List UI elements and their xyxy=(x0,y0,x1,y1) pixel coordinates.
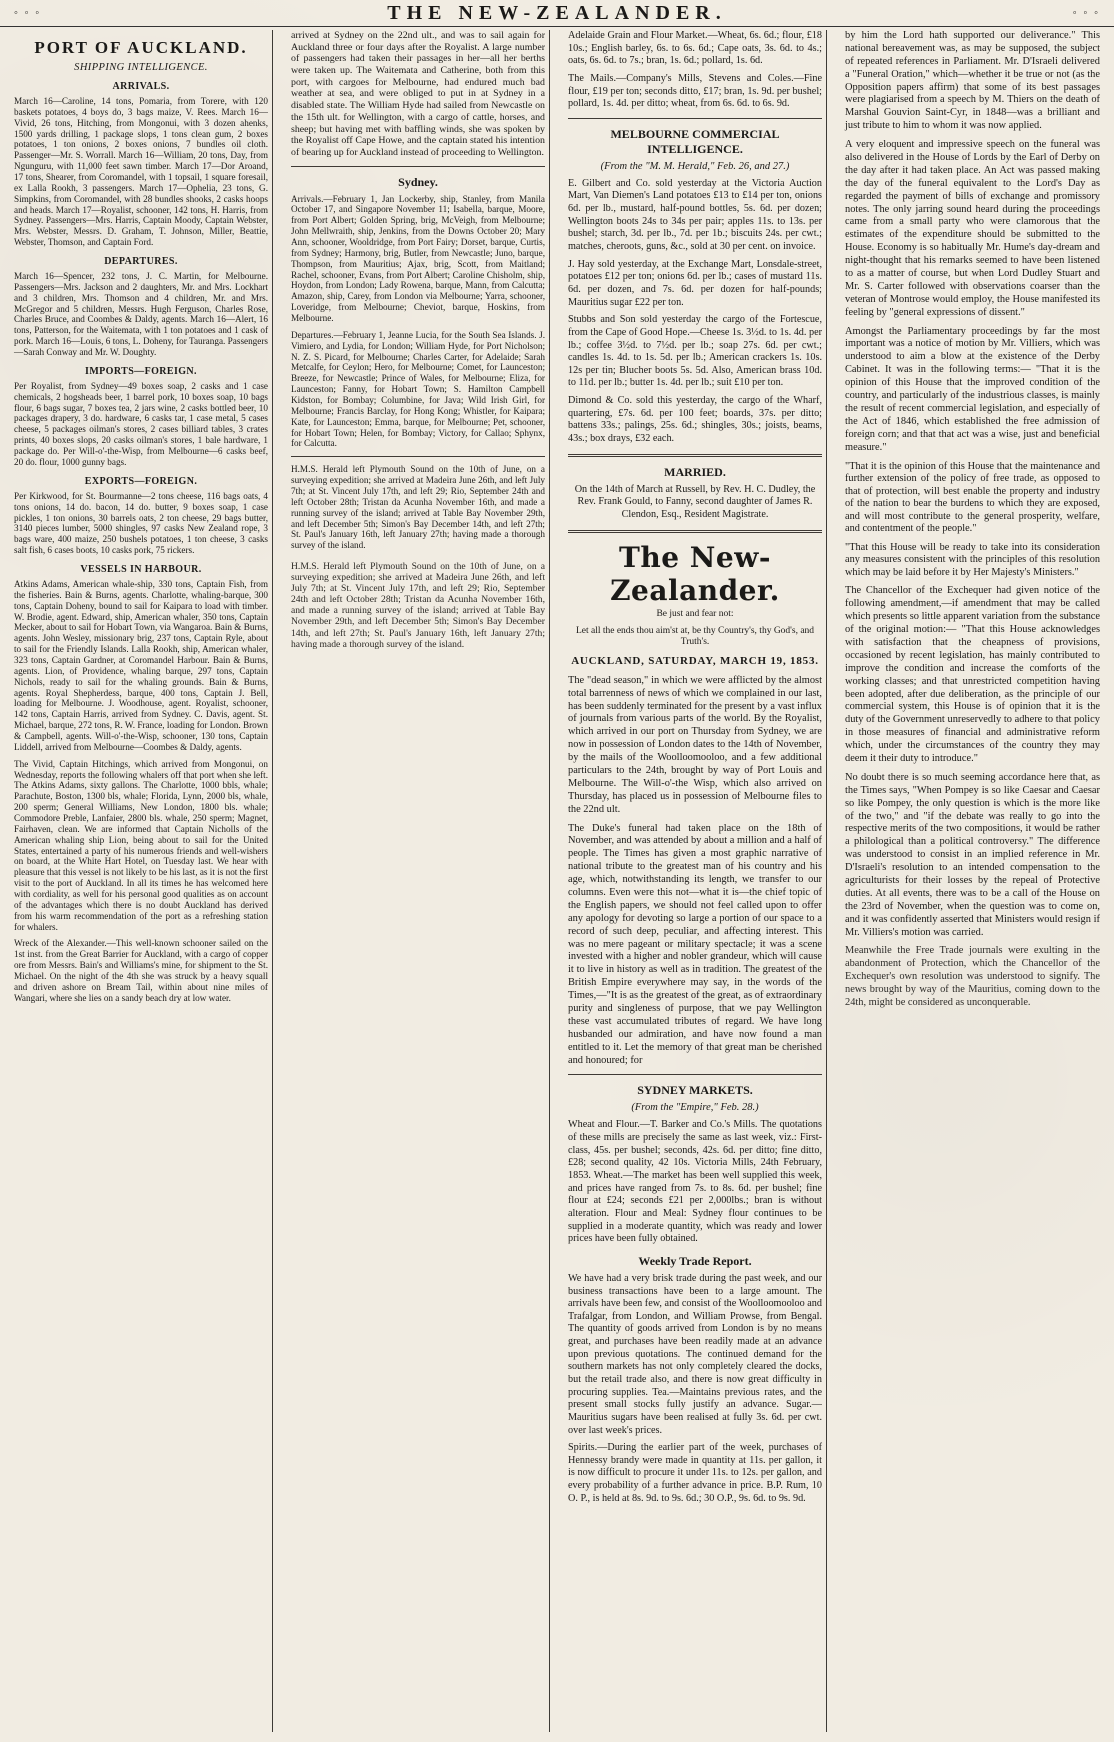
weekly-trade-title: Weekly Trade Report. xyxy=(638,1253,752,1268)
exports-heading: EXPORTS—FOREIGN. xyxy=(84,475,198,487)
sydney-markets-subtitle: (From the "Empire," Feb. 28.) xyxy=(631,1102,759,1114)
married-divider xyxy=(568,454,822,457)
exports-text: Per Kirkwood, for St. Bourmanne—2 tons cheese, 116 bags oats, 4 tons onions, 14 do. bacon, 14 do. butter, 9 boxes soap, 1 case pickles, 1 ton onions, 30 barrels oats, 2 ton cheese, 29 bags butter, 3140 pieces lumber, 5000 shingles, 97 casks New Zealand rope, 3 bags ware, 400 maize, 250 bushels potatoes, 1 ton cheese, 3 casks salt fish, 6 cases boots, 10 casks pork, 75 rickers. xyxy=(14,490,268,556)
sydney-departures-text: Departures.—February 1, Jeanne Lucia, for the South Sea Islands. J. Vimiero, and Lydia, for London; William Hyde, for Port Nicholson; N. Z. S. Picard, for Melbourne; Charles Carter, for Adelaide; Sarah Metcalfe, for Ceylon; Hero, for Melbourne; Comet, for Launceston; Breeze, for Newcastle; Prince of Wales, for Melbourne; Eliza, for Launceston; Fanny, for Hobart Town; S. Hamilton Campbell Kidston, for Bombay; Columbine, for Java; Wild Irish Girl, for Melbourne; Francis Barclay, for Hong Kong; Whistler, for Kaipara; Kate, for Launceston; Emma, barque, for Melbourne; Pet, schooner, for Hobart Town; Helen, for Bombay; Victory, for Callao; Sphynx, for Calcutta. xyxy=(291,329,545,449)
weekly-trade-text-1: We have had a very brisk trade during the past week, and our business transactions have been to a large amount. The arrivals have been few, and consist of the Woolloomooloo and Trafalgar, from London, and William Prowse, from Bengal. The quantity of goods arrived from London is by no means great, and purchases have been readily made at an advance upon previous quotations. The continued demand for the southern markets has not only completely cleared the docks, but the retail trade also, and there is now great difficulty in procuring supplies. Tea.—Maintains previous rates, and the present small stocks fully justify an advance. Sugar.—Mauritius sugars have been realised at fully 3s. 6d. per cwt. over last week's prices. xyxy=(568,1272,822,1436)
title-divider xyxy=(568,530,822,533)
melbourne-text-1: E. Gilbert and Co. sold yesterday at the Victoria Auction Mart, Van Diemen's Land potatoes £13 to £14 per ton, onions 6d. per lb., mustard, half-pound bottles, 5s. 6d. per dozen; Wellington boots 24s to 34s per pair; apples 11s. to 13s. per bushel; starch, 3d. per lb., 7d. per 1b.; biscuits 24s. per cwt.; matches, cheroots, guns, &c., sold at 30 per cent. on invoice. xyxy=(568,177,822,253)
adelaide-market-text: Adelaide Grain and Flour Market.—Wheat, 6s. 6d.; flour, £18 10s.; English barley, 6s. to 6s. 6d.; Cape oats, 3s. 6d. to 4s.; oats, 6s. 6d. to 7s.; bran, 1s. 6d.; pollard, 1s. 6d. xyxy=(568,30,822,67)
imports-text: Per Royalist, from Sydney—49 boxes soap, 2 casks and 1 case chemicals, 2 hogsheads beer, 1 barrel pork, 10 boxes soap, 10 bags flour, 6 bags sugar, 7 boxes tea, 2 jars wine, 2 casks bottled beer, 10 packages drapery, 3 do. hardware, 6 casks tar, 1 case metal, 5 cases cheese, 5 packages oilman's stores, 2 cases billiard tables, 3 crates prints, 40 boxes slops, 20 casks oilman's stores, 1 bale hardware, 1 package do. Per Will-o'-the-Wisp, from Melbourne—6 casks beef, 20 do. flour, 1000 gunny bags. xyxy=(14,380,268,467)
times-commentary-text: No doubt there is so much seeming accordance here that, as the Times says, "When Pompey is so like Caesar and Caesar so like Pompey, the only question is which is the more like of the two," and "if the debate was really to go into the respective merits of the two compositions, it would be rather a philological than a political controversy." The difference was understood to consist in an implied reference in Mr. D'Israeli's resolution to an intended compensation to the agriculturists for their losses by the repeal of Protective duties. At all events, there was to be a call of the House on the 23rd of November, when the question was to come on, and it was confidently asserted that Ministers would resign if Mr. Villiers's motion was carried. xyxy=(845,771,1100,938)
melbourne-text-3: Stubbs and Son sold yesterday the cargo of the Fortescue, from the Cape of Good Hope.—Cheese 1s. 3½d. to 1s. 4d. per lb.; coffee 3½d. to 7½d. per lb.; soap 27s. 6d. per cwt.; candles 1s. 4d. to 1s. 5d. per lb.; American crackers 1s. 10s. 12s per tin; Blucher boots 5s. 5d. Also, American brass 10d. to 11d. per lb.; butter 1s. 4d. per lb.; suit £10 per ton. xyxy=(568,314,822,389)
column-4 xyxy=(841,30,1104,1732)
section-divider-2 xyxy=(291,456,545,457)
issue-date: AUCKLAND, SATURDAY, MARCH 19, 1853. xyxy=(571,654,819,667)
motto-line-2: Let all the ends thou aim'st at, be thy Country's, thy God's, and Truth's. xyxy=(575,625,815,648)
imports-heading: IMPORTS—FOREIGN. xyxy=(85,365,197,377)
vessels-text: Atkins Adams, American whale-ship, 330 tons, Captain Fish, from the fisheries. Bain & Burns, agents. Charlotte, whaling-barque, 300 tons, Captain Doheny, bound to sail for Kaipara to load with timber. W. Brodie, agent. Edward, ship, American whaler, 350 tons, Captain Mecker, about to sail for Hobart Town, via Wangaroa. Bain & Burns, agents. John Wesley, missionary brig, 237 tons, Captain Ryle, about to sail for the Friendly Islands. Lalla Rookh, ship, American whaler, 323 tons, Captain Gardner, at Coromandel Harbour. Bain & Burns, agents. Lion, of Providence, whaling barque, 297 tons, Captain Nichols, ready to sail for the whaling grounds. Bain & Burns, agents. Royal Shepherdess, barque, 400 tons, Captain J. Bell, loading for Melbourne. J. Woodhouse, agent. Royalist, schooner, 142 tons, Captain Harris, arrived from Sydney. C. Davis, agent. St. Michael, barque, 272 tons, R. W. France, loading for London. Brown & Campbell, agents. Will-o'-the-Wisp, schooner, 130 tons, Captain Liddell, arrived from Melbourne—Coombes & Daldy, agents. xyxy=(14,578,268,752)
departures-heading: DEPARTURES. xyxy=(104,256,178,268)
free-trade-text: Meanwhile the Free Trade journals were exulting in the abandonment of Protection, which the Chancellor of the Exchequer's own resolution was understood to signify. The news brought by way of the Mauritius, coming down to the 24th, might be considered as unconquerable. xyxy=(845,945,1100,1009)
melbourne-text-2: J. Hay sold yesterday, at the Exchange Mart, Lonsdale-street, potatoes £12 per ton; onions 6d. per lb.; cases of mustard 11s. 6d. per dozen, and 7s. 6d. per dozen for half-pounds; Mauritius sugar £22 per ton. xyxy=(568,258,822,308)
vessels-heading: VESSELS IN HARBOUR. xyxy=(80,563,202,575)
mills-text: The Mails.—Company's Mills, Stevens and Coles.—Fine flour, £19 per ton; seconds ditto, £17; bran, 1s. 9d. per bushel; pollard, 1s. 4d. per ditto; wheat, from 6s. 6d. to 6s. 9d. xyxy=(568,72,822,110)
duke-text-1: by him the Lord hath supported our deliverance." This national bereavement was, as may be supposed, the subject of repeated references in Parliament. Mr. D'Israeli delivered a "Funeral Oration," which—whether it be true or not (as the Opposition papers affirm) that some of its best passages were plagiarised from a speech by M. Thiers on the death of Marshal Gouvion Saint-Cyr, in 1848—was a brilliant and just tribute to him to whom it was now applied. xyxy=(845,30,1100,132)
sydney-markets-title: SYDNEY MARKETS. xyxy=(637,1083,753,1098)
newspaper-columns xyxy=(10,30,1104,1732)
masthead xyxy=(0,0,1114,27)
column-2-filler: H.M.S. Herald left Plymouth Sound on the 10th of June, on a surveying expedition; she arrived at Madeira June 26th, and left July 7th; at St. Vincent July 17th, and left 29; Rio, September 24th and left October 28th; Tristan da Acunha November 16th, and made a running survey of the island; arrived at Table Bay November 29th, and left December 5th; Simon's Bay December 14th, and left 27th; St. Paul's January 16th, left January 27th; having made a thorough survey of the island. xyxy=(291,560,545,650)
editorial-text-2: The Duke's funeral had taken place on the 18th of November, and was attended by about a million and a half of people. The Times has given a most graphic narrative of national tribute to the greatest man of his country and his age, which, notwithstanding its length, we transfer to our columns. Even were this not—what it is—the chief topic of the English papers, we should not feel called upon to offer any apology for devoting so large a portion of our space to a record of such deep, peculiar, and affecting interest. This was no mere pageant or military spectacle; it was a scene invested with a higher and nobler grandeur, which will cause it to live in history as well as in tradition. The greatest of the British Empire everywhere may say, in the words of the Times,—"It is as the greatest of the great, as of extraordinary purity and singleness of purpose, that we pay Wellington these vast accumulated tributes of regard. We have long husbanded our admiration, and have now found a man entitled to it. Let the memory of that great man be cherished and honoured; for xyxy=(568,822,822,1066)
sydney-markets-text: Wheat and Flour.—T. Barker and Co.'s Mills. The quotations of these mills are precisely the same as last week, viz.: First-class, 45s. per bushel; seconds, 42s. 6d. per ditto; fine ditto, £28; second quality, 42 10s. Victoria Mills, 24th February, 1853. Wheat.—The market has been well supplied this week, and prices have ranged from 7s. to 8s. 6d. per bushel; fine flour at £24; seconds £21 per 2,000lbs.; bran is without alteration. Flour and Meal: Sydney flour continues to be supplied in a moderate quantity, which was ready and lower prices have been fully obtained. xyxy=(568,1119,822,1245)
harbour-expedition-text: H.M.S. Herald left Plymouth Sound on the 10th of June, on a surveying expedition; she arrived at Madeira June 26th, and left July 7th; at St. Vincent July 17th, and left 29; Rio, September 24th and left October 28th; Tristan da Acunha November 16th, and made a running survey of the island; arrived at Table Bay November 29th, and left December 5th; Simon's Bay December 14th, and left 27th; St. Paul's January 16th, left January 27th; having made a thorough survey of the island. xyxy=(291,464,545,551)
melbourne-divider-top xyxy=(568,118,822,119)
melbourne-text-4: Dimond & Co. sold this yesterday, the cargo of the Wharf, quartering, £7s. 6d. per 100 feet; boards, 37s. per ditto; battens 33s.; palings, 25s. 6d.; shingles, 30s.; joists, beams, 43s.; box drays, £32 each. xyxy=(568,395,822,445)
chancellor-text: The Chancellor of the Exchequer had given notice of the following amendment,—if amendment that may be called which presents so little apparent variation from the substance of the original motion:— "That this House acknowledges with satisfaction that the cheapness of provisions, occasioned by recent legislation, has mainly contributed to improve the condition and increase the comforts of the working classes; and that unrestricted competition having been adopted, after due deliberation, as the principle of our commercial system, this House is of opinion that it is the duty of the Government unreservedly to adhere to that policy in those measures of financial and administrative reform which, under the circumstances of the country they may deem it their duty to introduce." xyxy=(845,585,1100,764)
melbourne-subtitle: (From the "M. M. Herald," Feb. 26, and 27.) xyxy=(600,160,790,172)
column-2-intro: arrived at Sydney on the 22nd ult., and was to sail again for Auckland three or four days after the Royalist. A large number of passengers had taken their passages in her—all her berths were taken up. The Waitemata and Catherine, both from this port, with cargoes for Melbourne, had endured much bad weather at sea, and were obliged to put in at Sydney in a disabled state. The William Hyde had sailed from Newcastle on the 15th ult. for Wellington, with a cargo of cattle, horses, and sheep; but having met with baffling winds, she was spoken by the Royalist off Cape Howe, and the captain stated his intention of bearing up for Auckland instead of proceeding to Wellington. xyxy=(291,30,545,158)
column-2 xyxy=(287,30,550,1732)
melbourne-title: MELBOURNE COMMERCIAL INTELLIGENCE. xyxy=(610,126,780,156)
parliament-text-1: Amongst the Parliamentary proceedings by far the most important was a notice of motion by Mr. Villiers, which was understood to aim a blow at the existence of the Derby Cabinet. It was in the following terms:— "That it is the opinion of this House that the improved condition of the country, and particularly of the industrious classes, is mainly the result of recent commercial legislation, and especially of the Act of 1846, which established the free admission of foreign corn; and that that act was a wise, just and beneficial measure." xyxy=(845,325,1100,453)
wreck-report-text: Wreck of the Alexander.—This well-known schooner sailed on the 1st inst. from the Great Barrier for Auckland, with a cargo of copper ore from Messrs. Bain's and Williams's mine, for shipment to the St. Michael. On the night of the 4th she was struck by a heavy squall and driven ashore on Bream Tail, within about nine miles of Wangari, where she lies on a sandy beach dry at low water. xyxy=(14,938,268,1003)
weekly-trade-text-2: Spirits.—During the earlier part of the week, purchases of Hennessy brandy were made in quantity at 11s. per gallon, it is now difficult to procure it under 11s. to 12s. per gallon, and every probability of a further advance in price. B.P. Rum, 10 O. P., is held at 8s. 9d. to 9s. 6d.; 30 O.P., 9s. 6d. to 9s. 9d. xyxy=(568,1442,822,1504)
motto-line-1: Be just and fear not: xyxy=(656,608,734,619)
arrivals-heading: ARRIVALS. xyxy=(112,81,170,92)
married-title: MARRIED. xyxy=(664,464,726,479)
sydney-arrivals-text: Arrivals.—February 1, Jan Lockerby, ship, Stanley, from Manila October 17, and Singapore November 11; Isabella, barque, Moore, from Port Albert; Golden Spring, brig, McVeigh, from Melbourne; John Mellwraith, ship, Jenkins, from the Downs October 20; Mary Ann, schooner, Wooldridge, from Port Fairy; Dorset, barque, Curtis, from Sydney; Harmony, brig, Butler, from Newcastle; Juno, barque, Thompson, from Mauritius; Ajax, brig, Scott, from Maitland; Rachel, schooner, Evans, from Port Albert; Caroline Chisholm, ship, Hoydon, from London; Lady Rowena, barque, Mann, from Calcutta; Amazon, ship, Carey, from London via Melbourne; Yarra, schooner, Loveridge, from Melbourne; Cheviot, barque, Hoskins, from Melbourne. xyxy=(291,193,545,324)
whalers-report-text: The Vivid, Captain Hitchings, which arrived from Mongonui, on Wednesday, reports the following whalers off that port when she left. The Atkins Adams, sixty gallons. The Charlotte, 1000 bbls, whale; Parachute, Boston, 1300 bls, whale; Florida, Lynn, 2000 bls, whale, 200 sperm; General Williams, New London, 1800 bls. whale; Commodore Preble, Lanfaier, 2800 bls. whale, 250 sperm; Magnet, Fairhaven, clean. We are informed that Captain Nicholls of the American whaling ship Lion, being about to sail for the United States, entertained a party of his numerous friends and well-wishers on board, at the White Hart Hotel, on Tuesday last. We hear with pleasure that this vessel is not likely to be his last, as it is not the first visit to the port of Auckland. In all its times he has welcomed here with cordiality, as well for his personal good qualities as on account of the advantages which there is no doubt Auckland has derived from his warm recommendation of the port as a refreshing station for whalers. xyxy=(14,758,268,932)
sydney-markets-divider xyxy=(568,1074,822,1075)
departures-text: March 16—Spencer, 232 tons, J. C. Martin, for Melbourne. Passengers—Mrs. Jackson and 2 daughters, Mr. and Mrs. Lockhart and 3 children, Mrs. Thomson and 4 children, Mr. and Mrs. McGregor and 5 children, Messrs. Hugh Ferguson, Charles Rose, Charles Bruce, and Coombes & Daldy, agents. March 16—Alert, 16 tons, Patterson, for the Waitemata, with 1 ton potatoes and 1 cask of pork. March 16—Louis, 6 tons, L. Doheny, for Tauranga. Passengers—Sarah Conway and Mr. W. Doughty. xyxy=(14,271,268,358)
shipping-intelligence-subtitle: SHIPPING INTELLIGENCE. xyxy=(74,62,208,73)
right-ornament: ◦ ◦ ◦ xyxy=(1072,7,1100,19)
arrivals-text: March 16—Caroline, 14 tons, Pomaria, from Torere, with 120 baskets potatoes, 4 boys do, 3 bags maize, V. Rees. March 16—Vivid, 26 tons, Hitching, from Mongonui, with 3 dozen ahenks, 1500 yards drilling, 1 package slops, 1 tons clean gum, 2 boxes potatoes, 1 ton onions, 2 boxes onions, 7 bundles oil cloth. Passenger—Mr. S. Worrall. March 16—William, 20 tons, Day, from Ngunguru, with 11,000 feet sawn timber. March 17—Dor Aroand, 17 tons, Shearer, from Coromandel, with 1 topsail, 1 square foresail, ex Lalla Rookh, 3 passengers. March 17—Ophelia, 23 tons, G. Simpkins, from Coromandel, with 28 bundles shooks, 2 casks hoops and heads. March 17—Royalist, schooner, 142 tons, H. Harris, from Sydney. Passengers—Mrs. Harris, Captain Moody, Captain Webster, Mrs. Webster, Messrs. D. Graham, T. Johnson, Miller, Beattie, Webster, Thomson, and Captain Ford. xyxy=(14,96,268,248)
editorial-text-1: The "dead season," in which we were afflicted by the almost total barrenness of news of which we complained in our last, has been suddenly terminated for the present by a vast influx of journals from various parts of the world. By the Royalist, which arrived in our port on Thursday from Sydney, we are now in possession of London dates to the 14th of November, by the mails of the Woolloomooloo, and a few additional particulars to the 24th, brought by way of Port Louis and Melbourne. The Will-o'-the Wisp, which also arrived on Thursday, has placed us in possession of Melbourne files to the 22nd ult. xyxy=(568,674,822,815)
section-divider xyxy=(291,166,545,167)
newspaper-title: The New-Zealander. xyxy=(610,540,780,607)
port-auckland-title: PORT OF AUCKLAND. xyxy=(34,38,248,57)
left-ornament: ◦ ◦ ◦ xyxy=(14,7,42,19)
column-3 xyxy=(564,30,827,1732)
sydney-title: Sydney. xyxy=(398,174,438,189)
married-text: On the 14th of March at Russell, by Rev. H. C. Dudley, the Rev. Frank Gould, to Fanny, second daughter of James R. Clendon, Esq., Resident Magistrate. xyxy=(574,483,816,520)
parliament-text-2: "That it is the opinion of this House that the maintenance and further extension of the policy of free trade, as opposed to that of protection, will best enable the property and industry of the nation to bear the burdens to which they are exposed, and will most contribute to the general prosperity, welfare, and contentment of the people." xyxy=(845,460,1100,535)
page-title: THE NEW-ZEALANDER. xyxy=(387,1,727,24)
duke-text-2: A very eloquent and impressive speech on the funeral was also delivered in the House of Lords by the Earl of Derby on the day after it had taken place. An Act was passed making the day of the funeral equivalent to the Lord's Day as regarded the payment of bills of exchange and promissory notes. The only jarring sound heard during the proceedings came from a small party who were clamorous that the estimates of the expenditure should be submitted to the House. Economy is so habitually Mr. Hume's day-dream and night-thought that his remarks seemed to have been listened to as a matter of course, but when Lord Dudley Stuart and Mr. S. Carter followed with observations coarser than the veteran of Montrose would employ, the House manifested its feeling by "general expressions of dissent." xyxy=(845,139,1100,318)
parliament-text-3: "That this House will be ready to take into its consideration any measures consistent with the principles of this resolution which may be laid before it by Her Majesty's Ministers." xyxy=(845,541,1100,578)
column-1 xyxy=(10,30,273,1732)
